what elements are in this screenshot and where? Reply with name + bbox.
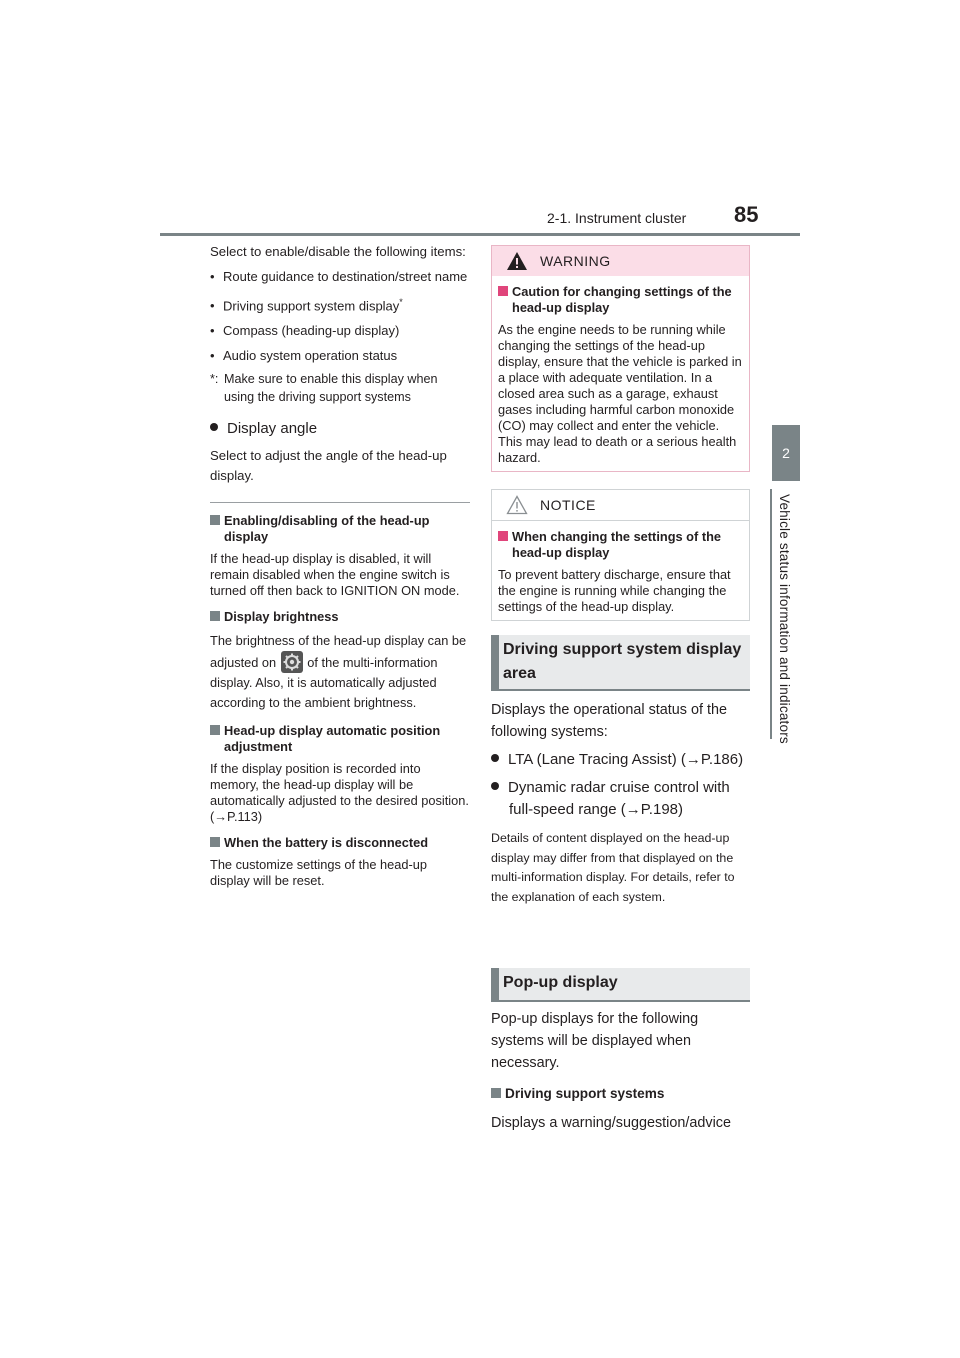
display-angle-body: Select to adjust the angle of the head-up display. bbox=[210, 448, 447, 484]
section-title: 2-1. Instrument cluster bbox=[547, 210, 687, 226]
warning-heading: Caution for changing settings of the head-up display bbox=[498, 284, 743, 316]
list-item: • Compass (heading-up display) bbox=[210, 323, 400, 339]
caution-triangle-icon bbox=[506, 495, 528, 515]
section-intro: Displays the operational status of the following systems: bbox=[491, 702, 727, 740]
bullet-dot-icon bbox=[491, 782, 499, 790]
notice-box bbox=[491, 489, 750, 621]
section-details: Details of content displayed on the head-up display may differ from that displayed on the multi-information display. For details, refer to the explanation of each system. bbox=[491, 831, 735, 904]
bullet-dot-icon bbox=[491, 754, 499, 762]
warning-header bbox=[492, 246, 749, 276]
note-heading: Enabling/disabling of the head-up display bbox=[210, 513, 470, 545]
list-item: • Driving support system display* bbox=[210, 297, 403, 314]
note-heading: Head-up display automatic position adjustment bbox=[210, 723, 470, 755]
left-column bbox=[210, 242, 470, 889]
intro-text: Select to enable/disable the following items: bbox=[210, 244, 466, 259]
sub-heading: Driving support systems bbox=[491, 1084, 753, 1104]
driving-support-content bbox=[491, 699, 753, 907]
popup-content bbox=[491, 1008, 753, 1134]
sub-body: Displays a warning/suggestion/advice bbox=[491, 1115, 731, 1131]
warning-box bbox=[491, 245, 750, 472]
square-bullet-icon bbox=[210, 611, 220, 621]
list-item: Dynamic radar cruise control with full-speed range (→P.198) bbox=[491, 777, 753, 821]
list-item: • Route guidance to destination/street name bbox=[210, 269, 468, 284]
bullet-dot-icon bbox=[210, 423, 218, 431]
page-number: 85 bbox=[734, 202, 759, 227]
note-heading: When the battery is disconnected bbox=[210, 835, 470, 851]
section-title: Pop-up display bbox=[503, 974, 618, 991]
note-body: If the head-up display is disabled, it will remain disabled when the engine switch is turned off then back to IGNITION ON mode. bbox=[210, 551, 460, 599]
notice-title: NOTICE bbox=[540, 497, 596, 513]
gear-icon bbox=[281, 651, 303, 673]
note-heading: Display brightness bbox=[210, 609, 470, 625]
square-bullet-icon bbox=[210, 725, 220, 735]
footnote: *: Make sure to enable this display when using the driving support systems bbox=[210, 372, 438, 405]
divider bbox=[210, 502, 470, 503]
notice-header bbox=[492, 490, 749, 521]
square-bullet-icon bbox=[210, 515, 220, 525]
warning-body: As the engine needs to be running while changing the settings of the head-up display, ensure that the vehicle is parked in a place with adequate ventilation. In a closed area such as a garage, exhaust gases including harmful carbon monoxide (CO) may collect and enter the vehicle. This may lead to death or a serious health hazard. bbox=[498, 322, 742, 465]
notice-heading: When changing the settings of the head-up display bbox=[498, 529, 743, 561]
square-bullet-icon bbox=[498, 531, 508, 541]
side-rule bbox=[770, 489, 772, 739]
chapter-tab[interactable]: 2 bbox=[772, 425, 800, 481]
section-header-popup bbox=[491, 968, 750, 1002]
section-title: Driving support system display area bbox=[503, 641, 742, 682]
warning-triangle-icon bbox=[506, 251, 528, 271]
display-angle-heading: Display angle bbox=[210, 418, 470, 440]
note-body: If the display position is recorded into memory, the head-up display will be automatically adjusted to the desired position. (→P.113) bbox=[210, 761, 469, 825]
section-header-driving-support bbox=[491, 635, 750, 691]
header-rule bbox=[160, 233, 800, 236]
square-bullet-icon bbox=[498, 286, 508, 296]
list-item: LTA (Lane Tracing Assist) (→P.186) bbox=[491, 749, 753, 771]
note-body: The brightness of the head-up display can be adjusted on of the multi-information display. Also, it is automatically adjusted according to the ambient brightness. bbox=[210, 633, 467, 711]
note-body: The customize settings of the head-up display will be reset. bbox=[210, 857, 427, 889]
warning-title: WARNING bbox=[540, 253, 611, 269]
list-item: • Audio system operation status bbox=[210, 348, 398, 364]
notice-body: To prevent battery discharge, ensure that the engine is running while changing the settings of the head-up display. bbox=[498, 567, 731, 614]
square-bullet-icon bbox=[210, 837, 220, 847]
section-intro: Pop-up displays for the following systems will be displayed when necessary. bbox=[491, 1011, 699, 1071]
chapter-title: Vehicle status information and indicators bbox=[777, 494, 792, 744]
square-bullet-icon bbox=[491, 1088, 501, 1098]
